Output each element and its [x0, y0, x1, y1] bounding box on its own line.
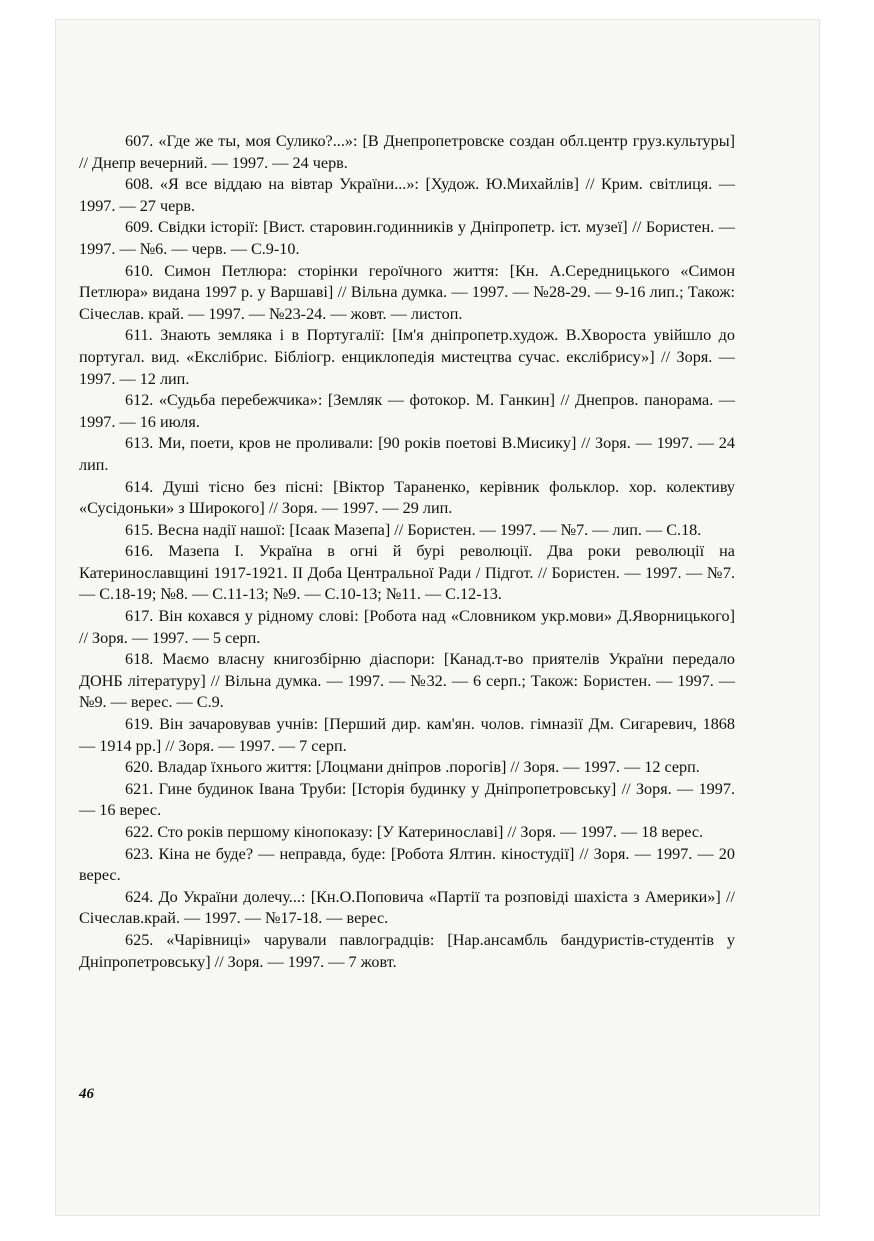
entry-620: 620. Владар їхнього життя: [Лоцмани дніпров .порогів] // Зоря. — 1997. — 12 серп.: [125, 758, 700, 777]
entry-609: 609. Свідки історії: [Вист. старовин.годинників у Дніпропетр. іст. музеї] // Бористен. — 1997. — №6. — черв. — С.9-10.: [79, 218, 735, 258]
entry-611: 611. Знають земляка і в Португалії: [Ім'я дніпропетр.худож. В.Хвороста увійшло до португал. вид. «Екслібрис. Бібліогр. енциклопедія мистецтва сучас. екслібрису»] // Зоря. — 1997. — 12 лип.: [79, 326, 735, 388]
entry-612: 612. «Судьба перебежчика»: [Земляк — фотокор. М. Ганкин] // Днепров. панорама. — 1997. — 16 июля.: [79, 391, 735, 431]
entry-610: 610. Симон Петлюра: сторінки героїчного життя: [Кн. А.Середницького «Симон Петлюра» видана 1997 р. у Варшаві] // Вільна думка. — 1997. — №28-29. — 9-16 лип.; Також: Січеслав. край. — 1997. — №23-24. — жовт. — листоп.: [79, 261, 735, 323]
entry-622: 622. Сто років першому кінопоказу: [У Катеринославі] // Зоря. — 1997. — 18 верес.: [125, 823, 704, 841]
entry-619: 619. Він зачаровував учнів: [Перший дир. кам'ян. чолов. гімназії Дм. Сигаревич, 1868 — 1914 рр.] // Зоря. — 1997. — 7 серп.: [79, 715, 735, 755]
entry-625: 625. «Чарівниці» чарували павлоградців: [Нар.ансамбль бандуристів-студентів у Дніпропетровську] // Зоря. — 1997. — 7 жовт.: [79, 930, 735, 971]
entry-616: 616. Мазепа І. Україна в огні й бурі революції. Два роки революції на Катеринославщині 1917-1921. ІІ Доба Центральної Ради / Підгот. // Бористен. — 1997. — №7. — С.18-19; №8. — С.11-13; №9. — С.10-13; №11. — С.12-13.: [79, 542, 735, 604]
entry-607: 607. «Где же ты, моя Сулико?...»: [В Днепропетровске создан обл.центр груз.культуры] // Днепр вечерний. — 1997. — 24 черв.: [79, 132, 735, 172]
entry-621: 621. Гине будинок Івана Труби: [Історія будинку у Дніпропетровську] // Зоря. — 1997. — 16 верес.: [79, 779, 735, 820]
entry-614: 614. Душі тісно без пісні: [Віктор Тараненко, керівник фольклор. хор. колективу «Сусідоньки» з Широкого] // Зоря. — 1997. — 29 лип.: [79, 477, 735, 518]
entry-623: 623. Кіна не буде? — неправда, буде: [Робота Ялтин. кіностудії] // Зоря. — 1997. — 20 верес.: [79, 844, 735, 885]
entry-608: 608. «Я все віддаю на вівтар України...»: [Худож. Ю.Михайлів] // Крим. світлиця. — 1997. — 27 черв.: [79, 175, 735, 215]
entry-624: 624. До України долечу...: [Кн.О.Поповича «Партії та розповіді шахіста з Америки»] // Січеслав.край. — 1997. — №17-18. — верес.: [79, 887, 735, 928]
entry-615: 615. Весна надії нашої: [Ісаак Мазепа] // Бористен. — 1997. — №7. — лип. — С.18.: [125, 520, 702, 539]
entry-613: 613. Ми, поети, кров не проливали: [90 років поетові В.Мисику] // Зоря. — 1997. — 24 лип.: [79, 434, 735, 474]
entry-618: 618. Маємо власну книгозбірню діаспори: [Канад.т-во приятелів України передало ДОНБ літературу] // Вільна думка. — 1997. — №32. — 6 серп.; Також: Бористен. — 1997. — №9. — верес. — С.9.: [79, 650, 735, 712]
page-number: 46: [79, 1086, 94, 1102]
bibliography-list: [79, 131, 735, 973]
entry-617: 617. Він кохався у рідному слові: [Робота над «Словником укр.мови» Д.Яворницького] // Зоря. — 1997. — 5 серп.: [79, 607, 735, 647]
